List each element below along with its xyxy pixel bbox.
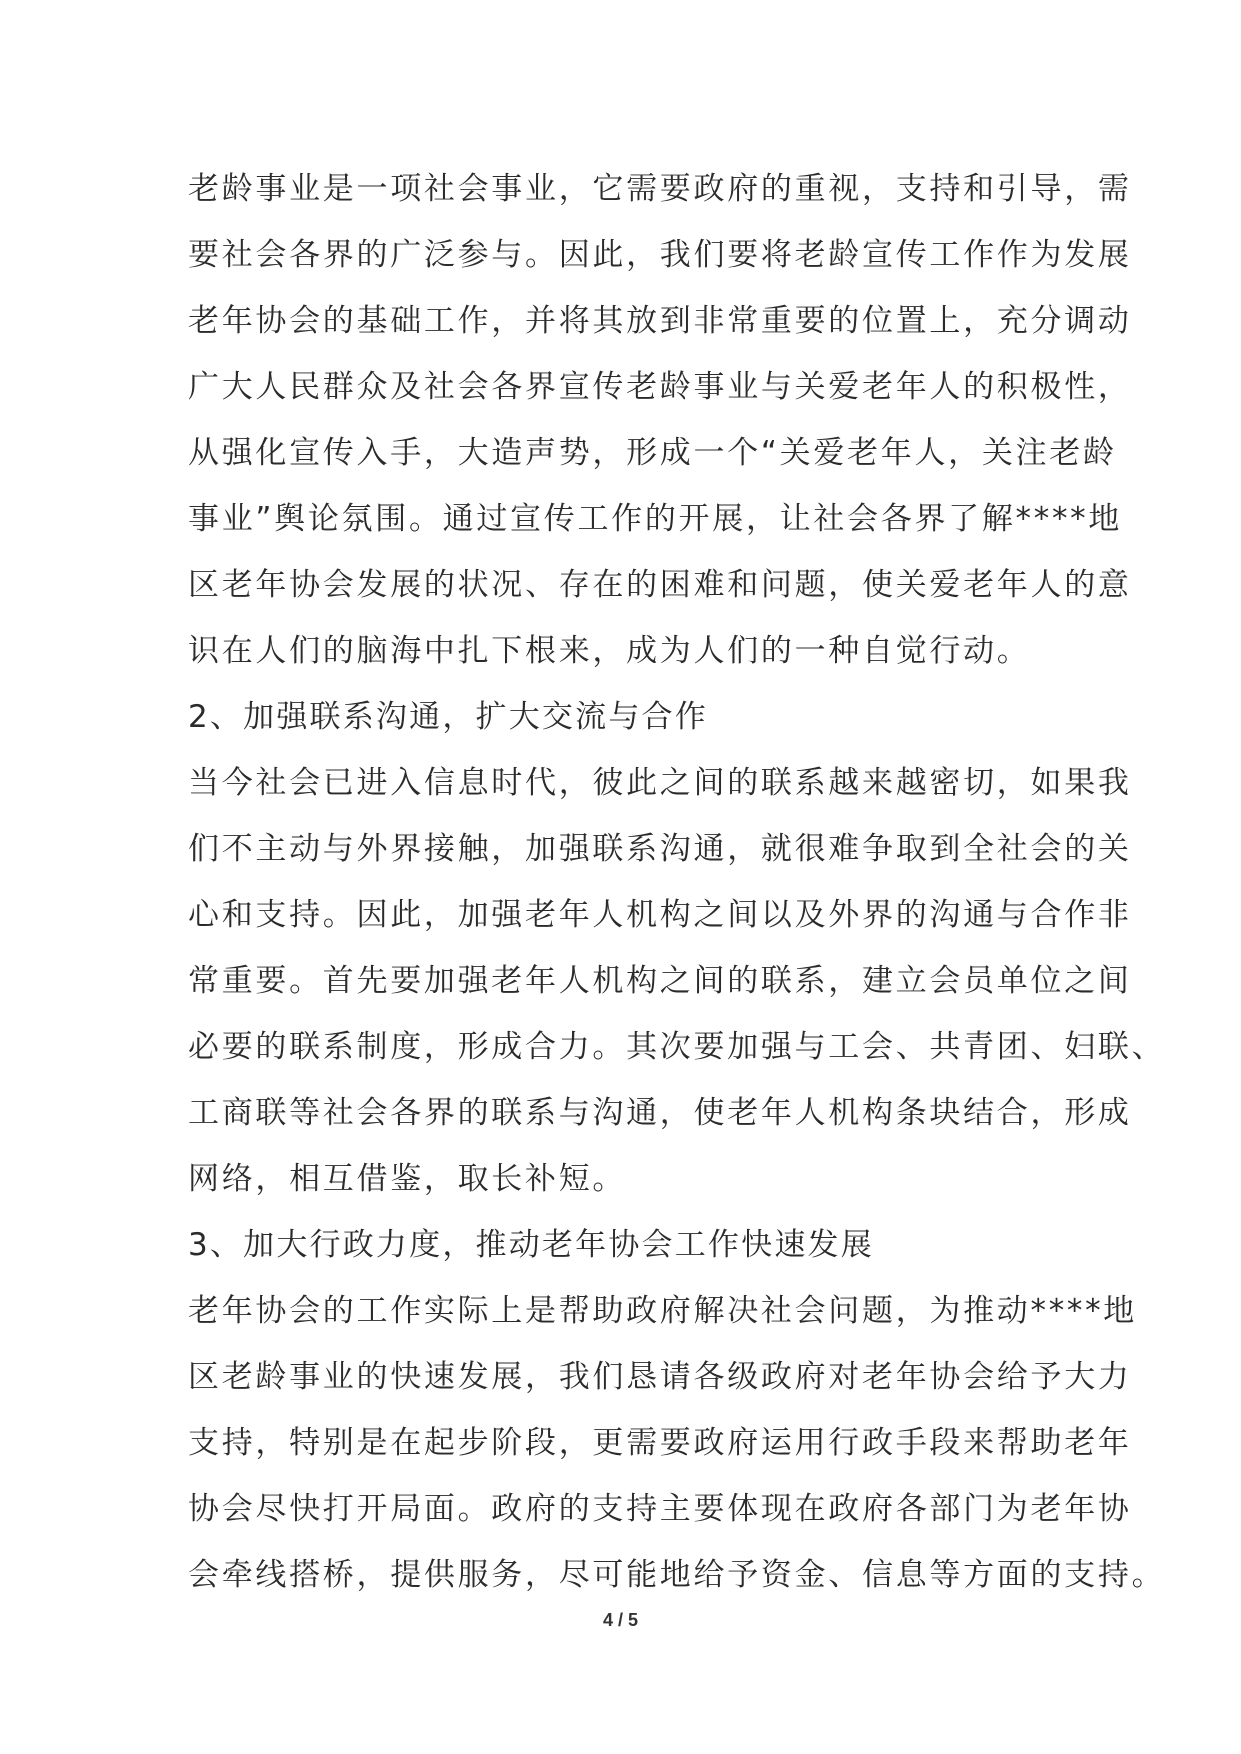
text-line: 支持，特别是在起步阶段，更需要政府运用行政手段来帮助老年 [188, 1425, 1132, 1461]
body-text [188, 156, 1166, 1608]
text-line: 常重要。首先要加强老年人机构之间的联系，建立会员单位之间 [188, 963, 1132, 999]
text-line: 老年协会的工作实际上是帮助政府解决社会问题，为推动****地 [188, 1293, 1137, 1329]
text-line: 从强化宣传入手，大造声势，形成一个“关爱老年人，关注老龄 [188, 435, 1117, 471]
section-heading: 3、加大行政力度，推动老年协会工作快速发展 [188, 1227, 874, 1263]
text-line: 心和支持。因此，加强老年人机构之间以及外界的沟通与合作非 [188, 897, 1132, 933]
text-line: 事业”舆论氛围。通过宣传工作的开展，让社会各界了解****地 [188, 501, 1123, 537]
page-number: 4 / 5 [602, 1610, 639, 1630]
text-line: 工商联等社会各界的联系与沟通，使老年人机构条块结合，形成 [188, 1095, 1132, 1131]
text-line: 协会尽快打开局面。政府的支持主要体现在政府各部门为老年协 [188, 1491, 1132, 1527]
text-line: 区老龄事业的快速发展，我们恳请各级政府对老年协会给予大力 [188, 1359, 1132, 1395]
text-line: 网络，相互借鉴，取长补短。 [188, 1161, 627, 1197]
text-line: 老龄事业是一项社会事业，它需要政府的重视，支持和引导，需 [188, 171, 1132, 207]
text-line: 必要的联系制度，形成合力。其次要加强与工会、共青团、妇联、 [188, 1029, 1166, 1065]
text-line: 当今社会已进入信息时代，彼此之间的联系越来越密切，如果我 [188, 765, 1132, 801]
text-line: 们不主动与外界接触，加强联系沟通，就很难争取到全社会的关 [188, 831, 1132, 867]
text-line: 老年协会的基础工作，并将其放到非常重要的位置上，充分调动 [188, 303, 1132, 339]
text-line: 区老年协会发展的状况、存在的困难和问题，使关爱老年人的意 [188, 567, 1132, 603]
text-line: 识在人们的脑海中扎下根来，成为人们的一种自觉行动。 [188, 633, 1031, 669]
text-line: 广大人民群众及社会各界宣传老龄事业与关爱老年人的积极性， [188, 369, 1132, 405]
text-line: 要社会各界的广泛参与。因此，我们要将老龄宣传工作作为发展 [188, 237, 1132, 273]
text-line: 会牵线搭桥，提供服务，尽可能地给予资金、信息等方面的支持。 [188, 1557, 1166, 1593]
section-heading: 2、加强联系沟通，扩大交流与合作 [188, 699, 708, 735]
